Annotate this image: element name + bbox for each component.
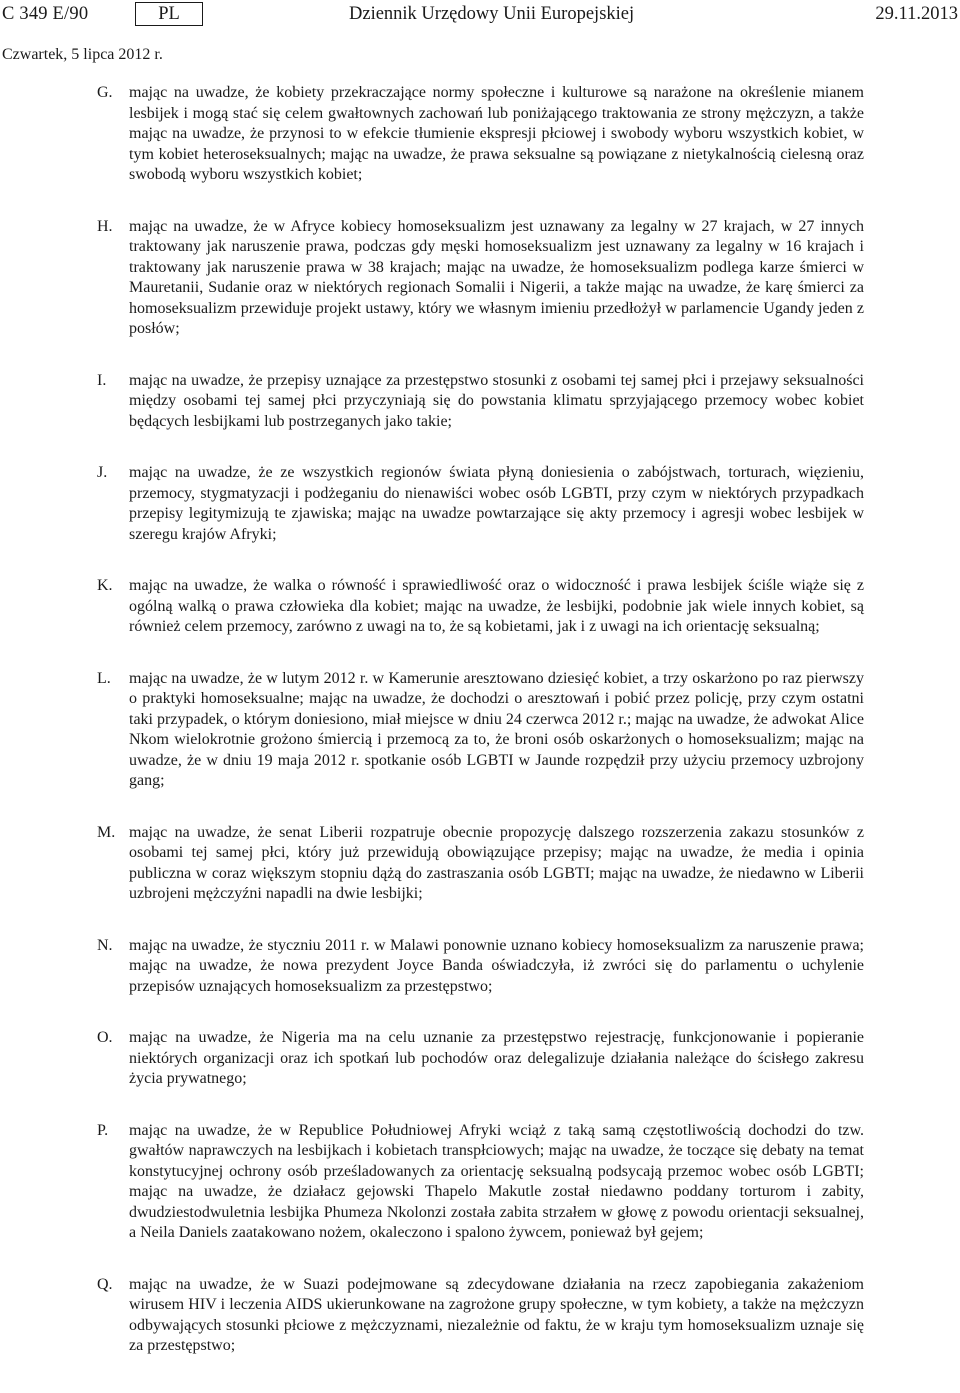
recital-item <box>0 936 960 998</box>
recital-text: mając na uwadze, że kobiety przekraczające normy społeczne i kulturowe są narażone na określenie mianem lesbijek i mogą stać się celem gwałtownych zachowań lub poniżającego traktowania ze strony mężczyzn, a także mając na uwadze, że przynosi to w efekcie tłumienie ekspresji płciowej i swobody wyboru wszystkich kobiet, w tym kobiet heteroseksualnych; mając na uwadze, że prawa seksualne są powiązane z nietykalnością cielesną oraz swobodą wyboru wszystkich kobiet; <box>129 84 864 183</box>
recital-item <box>0 823 960 905</box>
recital-letter: N. <box>97 936 113 954</box>
recital-text: mając na uwadze, że Nigeria ma na celu uznanie za przestępstwo rejestrację, funkcjonowanie i popieranie niektórych organizacji oraz ich spotkań lub pochodów oraz delegalizuje działania należące do ścisłego zakresu życia prywatnego; <box>129 1029 864 1087</box>
recital-letter: O. <box>97 1029 113 1046</box>
recital-item <box>0 1121 960 1244</box>
recital-letter: G. <box>97 84 113 101</box>
recital-text: mając na uwadze, że styczniu 2011 r. w Malawi ponownie uznano kobiecy homoseksualizm za naruszenie prawa; mając na uwadze, że nowa prezydent Joyce Banda oświadczyła, iż zwróci się do parlamentu o uchylenie przepisów uznających homoseksualizm za przestępstwo; <box>129 936 864 995</box>
recital-item <box>0 576 960 638</box>
recital-text: mając na uwadze, że w Republice Południowej Afryki wciąż z taką samą częstotliwością dochodzi do tzw. gwałtów naprawczych na lesbijkach i kobietach transpłciowych; mając na uwadze, że toczące się debaty na temat konstytucyjnej ochrony osób prześladowanych za orientację seksualną podsycają przemoc wobec osób LGBTI; mając na uwadze, że działacz gejowski Thapelo Makutle został niedawno poddany torturom i zabity, dwudziestodwuletnia lesbijka Phumeza Nkolonzi została zabita strzałem w głowę z powodu orientacji seksualnej, a Neila Daniels zaatakowano nożem, okaleczono i spalono żywcem, ponieważ był gejem; <box>129 1121 864 1241</box>
recital-text: mając na uwadze, że w Suazi podejmowane są zdecydowane działania na rzecz zapobiegania zakażeniom wirusem HIV i leczenia AIDS ukierunkowane na zagrożone grupy społeczne, w tym kobiety, a także na mężczyzn odbywających stosunki płciowe z mężczyznami, niezależnie od faktu, że w kraju tym homoseksualizm uznaje się za przestępstwo; <box>129 1275 864 1354</box>
recital-item <box>0 463 960 545</box>
publication-date: 29.11.2013 <box>875 4 958 24</box>
recital-item <box>0 83 960 186</box>
recital-text: mając na uwadze, że senat Liberii rozpatruje obecnie propozycję dalszego rozszerzenia zakazu stosunków z osobami tej samej płci, który już przewidują obowiązujące przepisy; mając na uwadze, że media i opinia publiczna w coraz większym stopniu dążą do zastraszania osób LGBTI; mając na uwadze, że niedawno w Liberii uzbrojeni mężczyźni napadli na dwie lesbijki; <box>129 823 864 902</box>
recital-item <box>0 1275 960 1357</box>
recital-text: mając na uwadze, że w Afryce kobiecy homoseksualizm jest uznawany za legalny w 27 krajach, w 27 innych traktowany jak naruszenie prawa, podczas gdy męski homoseksualizm jest uznawany za legalny w 16 krajach i traktowany jak naruszenie prawa w 38 krajach; mając na uwadze, że homoseksualizm podlega karze śmierci w Mauretanii, Sudanie oraz w niektórych regionach Somalii i Nigerii, a także mając na uwadze, że karę śmierci za homoseksualizm przewiduje projekt ustawy, który we własnym imieniu przedłożył w parlamencie Ugandy jeden z posłów; <box>129 217 864 337</box>
session-date: Czwartek, 5 lipca 2012 r. <box>2 46 163 63</box>
recital-item <box>0 669 960 792</box>
recital-item <box>0 1028 960 1090</box>
recital-item <box>0 217 960 340</box>
recitals-list <box>0 83 960 1388</box>
recital-text: mając na uwadze, że ze wszystkich regionów świata płyną doniesienia o zabójstwach, torturach, więzieniu, przemocy, stygmatyzacji i podżeganiu do nienawiści wobec osób LGBTI, przy czym w niektórych przypadkach przepisy legitymizują te zjawiska; mając na uwadze powtarzające się akty przemocy i agresji wobec lesbijek w szeregu krajów Afryki; <box>129 464 864 543</box>
journal-title: Dziennik Urzędowy Unii Europejskiej <box>349 4 635 24</box>
recital-text: mając na uwadze, że walka o równość i sprawiedliwość oraz o widoczność i prawa lesbijek ściśle wiąże się z ogólną walką o prawa człowieka dla kobiet; mając na uwadze, że lesbijki, podobnie jak wiele innych kobiet, są również celem przemocy, zarówno z uwagi na to, że są kobietami, jak i z uwagi na ich orientację seksualną; <box>129 577 864 635</box>
recital-letter: K. <box>97 577 113 594</box>
recital-letter: J. <box>97 464 108 481</box>
recital-letter: Q. <box>97 1275 113 1293</box>
recital-letter: P. <box>97 1121 109 1139</box>
recital-letter: H. <box>97 217 113 235</box>
page-reference: C 349 E/90 <box>2 4 89 24</box>
language-badge: PL <box>135 2 203 26</box>
recital-text: mając na uwadze, że w lutym 2012 r. w Kamerunie aresztowano dziesięć kobiet, a trzy oskarżono po raz pierwszy o praktyki homoseksualne; mając na uwadze, że dochodzi o aresztowań i pobić przez policję, przy czym ostatni taki przypadek, o którym doniesiono, miał miejsce w dniu 24 czerwca 2012 r.; mając na uwadze, że adwokat Alice Nkom wielokrotnie grożono śmiercią i przemocą za to, że broni osób oskarżonych o homoseksualizm; mając na uwadze, że w dniu 19 maja 2012 r. spotkanie osób LGBTI w Jaunde rozpędził przy użyciu przemocy uzbrojony gang; <box>129 669 864 789</box>
recital-letter: I. <box>97 371 107 389</box>
recital-item <box>0 371 960 433</box>
recital-letter: M. <box>97 823 116 841</box>
journal-header <box>0 2 960 28</box>
recital-text: mając na uwadze, że przepisy uznające za przestępstwo stosunki z osobami tej samej płci i przejawy seksualności między osobami tej samej płci przyczyniają się do powstania klimatu sprzyjającego przemocy wobec kobiet będących lesbijkami lub postrzeganych jako takie; <box>129 371 864 430</box>
recital-letter: L. <box>97 669 111 687</box>
